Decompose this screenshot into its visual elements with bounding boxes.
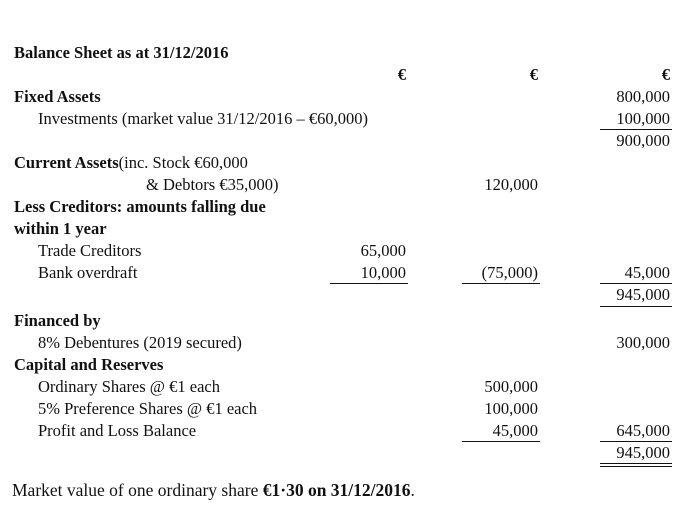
market-value-prefix: Market value of one ordinary share [12,480,263,500]
investments-value: 100,000 [616,109,670,128]
investments-label: Investments (market value 31/12/2016 – €60,000) [38,109,368,128]
creditors-total: (75,000) [481,263,538,282]
underline-capital-total [600,441,672,442]
net-assets-total: 945,000 [616,285,670,304]
capital-reserves-heading: Capital and Reserves [14,355,164,374]
underline-grand-total-1 [600,463,672,464]
underline-net-current [600,283,672,284]
ordinary-shares-value: 500,000 [484,377,538,396]
underline-creditors-col2 [462,283,540,284]
debentures-value: 300,000 [616,333,670,352]
debentures-label: 8% Debentures (2019 secured) [38,333,242,352]
underline-capital-col2 [462,441,540,442]
current-assets-heading-bold: Current Assets [14,153,119,172]
fixed-assets-value: 800,000 [616,87,670,106]
preference-shares-value: 100,000 [484,399,538,418]
balance-sheet-title: Balance Sheet as at 31/12/2016 [14,43,229,62]
market-value-bold: €1·30 on 31/12/2016 [262,480,411,500]
underline-investments [600,129,672,130]
current-assets-heading [14,153,248,173]
underline-net-assets [600,306,672,307]
bank-overdraft-label: Bank overdraft [38,263,138,282]
creditors-heading-line1: Less Creditors: amounts falling due [14,197,266,216]
creditors-heading-line2: within 1 year [14,219,107,238]
market-value-note [12,480,415,500]
fixed-assets-subtotal: 900,000 [616,131,670,150]
currency-header-col3: € [661,65,670,84]
fixed-assets-heading: Fixed Assets [14,87,101,106]
trade-creditors-label: Trade Creditors [38,241,142,260]
currency-header-col1: € [397,65,406,84]
profit-loss-value: 45,000 [492,421,538,440]
current-assets-value: 120,000 [484,175,538,194]
net-current-assets: 45,000 [624,263,670,282]
underline-grand-total-2 [600,466,672,467]
currency-header-col2: € [529,65,538,84]
underline-creditors-col1 [330,283,408,284]
ordinary-shares-label: Ordinary Shares @ €1 each [38,377,220,396]
bank-overdraft-value: 10,000 [360,263,406,282]
market-value-suffix: . [410,480,415,500]
profit-loss-label: Profit and Loss Balance [38,421,197,440]
financed-by-heading: Financed by [14,311,101,330]
trade-creditors-value: 65,000 [360,241,406,260]
preference-shares-label: 5% Preference Shares @ €1 each [38,399,258,418]
current-assets-note-line2: & Debtors €35,000) [146,175,279,194]
current-assets-note: (inc. Stock €60,000 [118,153,248,172]
grand-total: 945,000 [616,443,670,462]
capital-total: 645,000 [616,421,670,440]
